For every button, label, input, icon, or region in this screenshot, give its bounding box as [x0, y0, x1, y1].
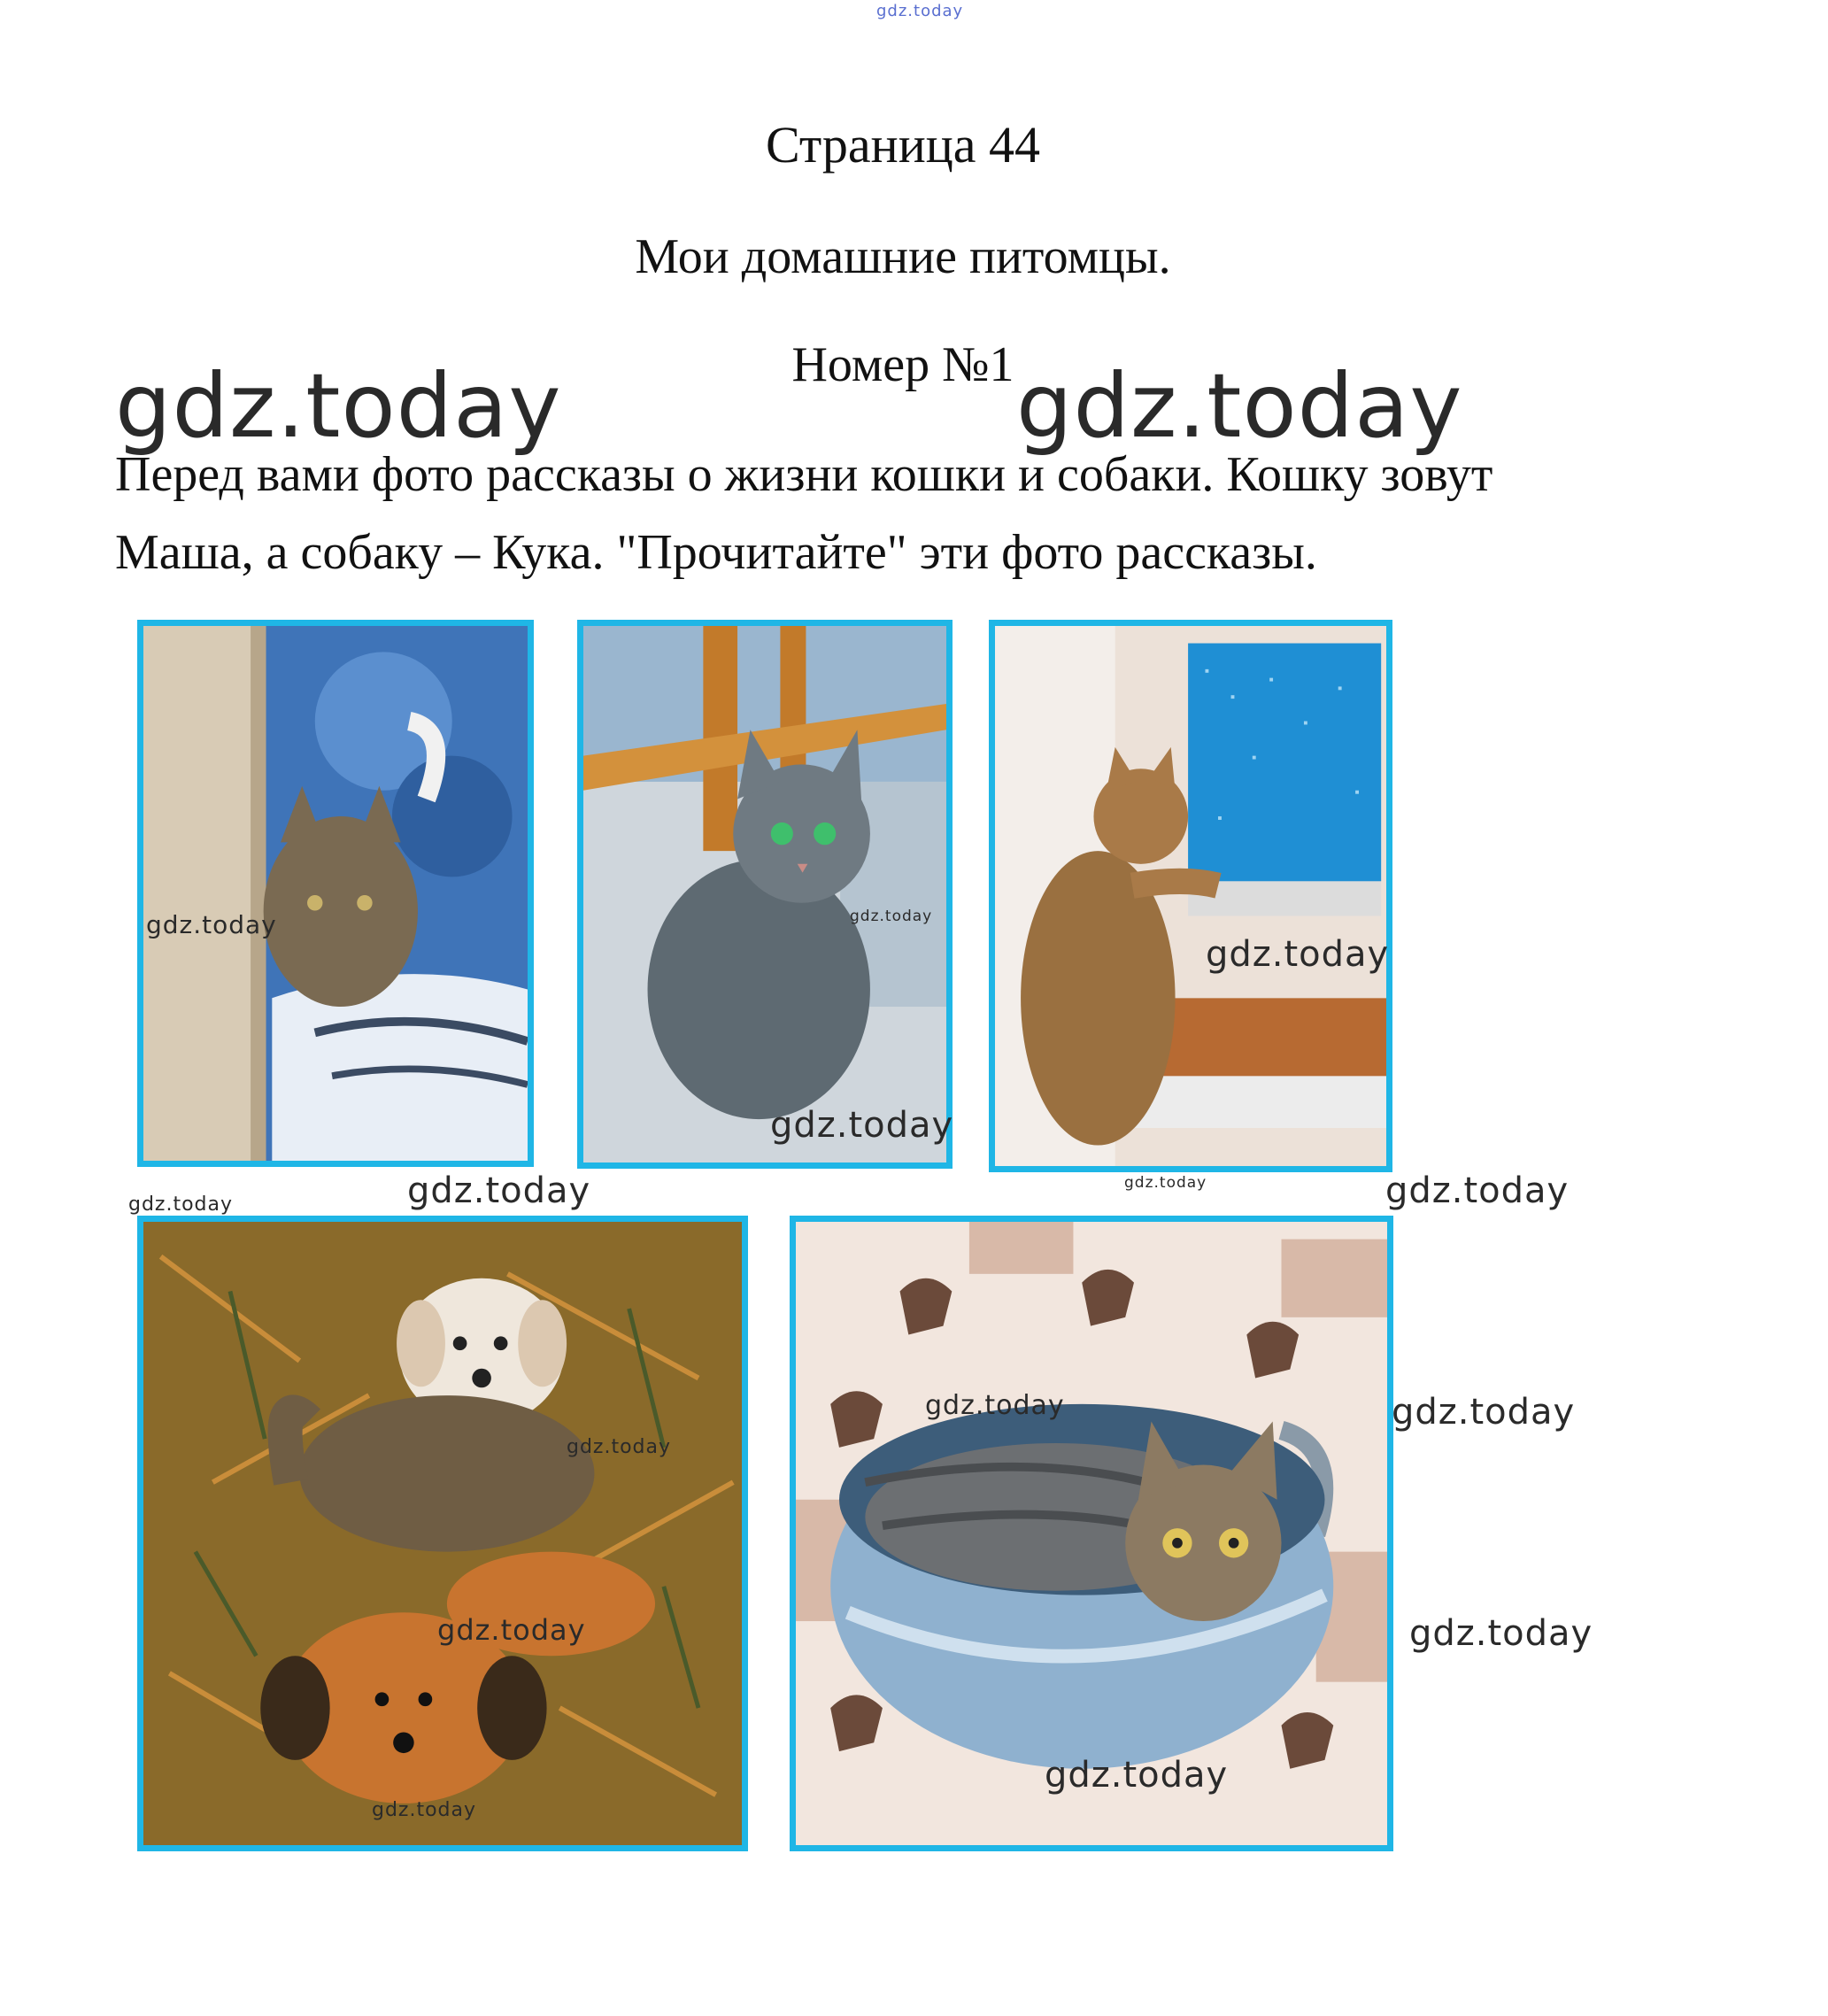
photo-cat-computer	[989, 620, 1392, 1172]
watermark-right-row: gdz.today	[1385, 1170, 1570, 1211]
cat-at-computer-icon	[995, 626, 1386, 1166]
watermark-photo4-b: gdz.today	[437, 1613, 586, 1647]
watermark-large-right: gdz.today	[1016, 354, 1463, 458]
grey-kitten-icon	[583, 626, 946, 1162]
watermark-below-photo3: gdz.today	[1124, 1174, 1207, 1192]
watermark-large-left: gdz.today	[115, 354, 562, 458]
watermark-photo2: gdz.today	[770, 1105, 954, 1146]
task-line-2: Маша, а собаку – Кука. "Прочитайте" эти фото рассказы.	[115, 525, 1317, 580]
watermark-photo2-small: gdz.today	[850, 908, 933, 925]
puppies-and-cat-on-grass-icon	[143, 1222, 742, 1845]
watermark-photo3: gdz.today	[1206, 934, 1390, 975]
watermark-photo4-c: gdz.today	[372, 1799, 477, 1821]
page-label: Страница 44	[765, 116, 1041, 174]
watermark-right-side-b: gdz.today	[1409, 1613, 1593, 1654]
task-line-1: Перед вами фото рассказы о жизни кошки и собаки. Кошку зовут	[115, 447, 1493, 502]
cat-in-pot-icon	[796, 1222, 1387, 1845]
photo-puppies-cat	[137, 1216, 748, 1851]
cat-at-snowy-door-icon	[143, 626, 528, 1161]
watermark-photo5-a: gdz.today	[925, 1390, 1065, 1421]
watermark-photo5-b: gdz.today	[1045, 1755, 1229, 1796]
watermark-photo4-a: gdz.today	[567, 1436, 672, 1458]
watermark-right-side-a: gdz.today	[1392, 1392, 1576, 1433]
watermark-photo1: gdz.today	[146, 910, 277, 939]
top-watermark: gdz.today	[876, 2, 964, 20]
topic-title: Мои домашние питомцы.	[635, 229, 1171, 284]
photo-kitten-floor	[577, 620, 953, 1169]
watermark-mid-row: gdz.today	[407, 1170, 591, 1211]
watermark-left-row: gdz.today	[128, 1193, 234, 1216]
exercise-number: Номер №1	[791, 337, 1014, 392]
photo-cat-window	[137, 620, 534, 1167]
